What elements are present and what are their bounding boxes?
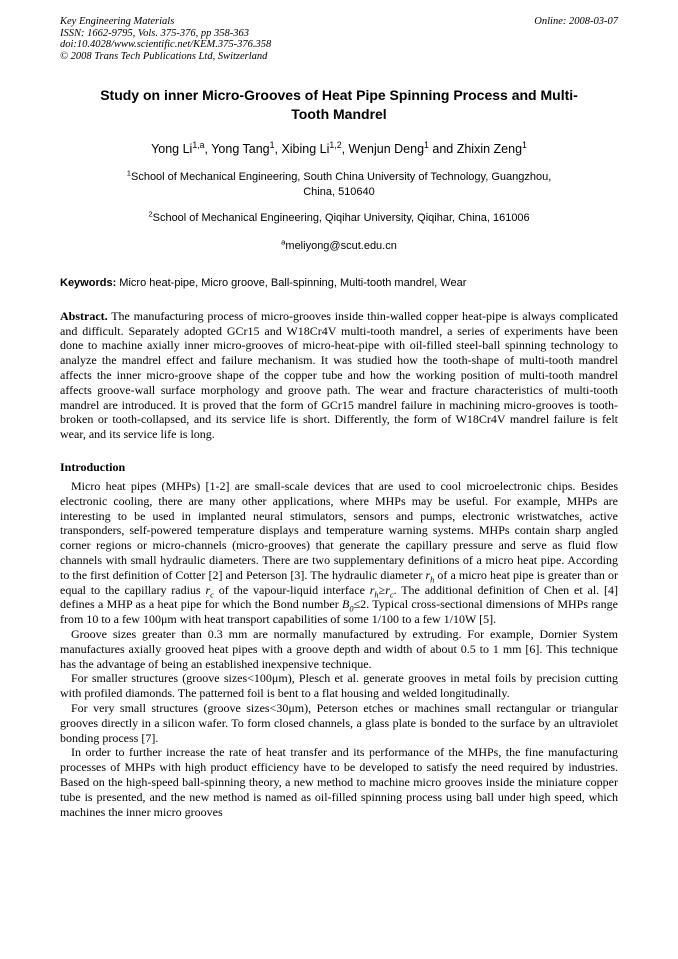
intro-paragraph-5: In order to further increase the rate of heat transfer and its performance of the MHPs, the fine manufacturing processes of MHPs with high product efficiency have to be developed to satisfy the need required by industries. Based on the high-speed ball-spinning theory, a new method to machine micro grooves inside the miniature copper tube is presented, and the new method is named as oil-filled spinning process using ball under high speed, which machines the inner micro grooves: [60, 745, 618, 819]
keywords-line: [60, 276, 618, 291]
doi-line: doi:10.4028/www.scientific.net/KEM.375-376.358: [60, 39, 272, 51]
authors-line: Yong Li$^{1,a}$, Yong Tang$^1$, Xibing Li$^{1,2}$, Wenjun Deng$^1$ and Zhixin Zeng$^1$: [151, 140, 527, 157]
affiliation-2: $^2$School of Mechanical Engineering, Qiqihar University, Qiqihar, China, 161006: [148, 209, 530, 225]
paper-title: Study on inner Micro-Grooves of Heat Pipe Spinning Process and Multi-Tooth Mandrel: [100, 87, 578, 123]
abstract-text: The manufacturing process of micro-grooves inside thin-walled copper heat-pipe is always complicated and difficult. Separately adopted GCr15 and W18Cr4V multi-tooth mandrel, a series of experiments have been done to machine axially inner micro-grooves of micro-heat-pipe with oil-filled steel-ball spinning technology to analyze the mandrel effect and failure mechanism. It was studied how the tooth-shape of multi-tooth mandrel affects the inner micro-groove shape of the copper tube and how the working position of multi-tooth mandrel affects groove-wall surface morphology and groove path. The wear and fracture characteristics of multi-tooth mandrel are introduced. It is proved that the form of GCr15 mandrel failure in machining micro-grooves is tooth-broken or tooth-collapsed, and its service life is short. Differently, the form of W18Cr4V mandrel failure is felt wear, and its service life is long.: [60, 308, 618, 442]
copyright-line: © 2008 Trans Tech Publications Ltd, Switzerland: [60, 50, 268, 62]
abstract-label: Abstract.: [60, 308, 108, 323]
publication-header: [60, 16, 618, 62]
issn-line: ISSN: 1662-9795, Vols. 375-376, pp 358-363: [60, 27, 249, 39]
section-heading-introduction: Introduction: [60, 460, 126, 475]
online-date: Online: 2008-03-07: [534, 16, 618, 27]
abstract: [60, 309, 618, 442]
publication-info: [60, 16, 271, 62]
intro-paragraph-3: For smaller structures (groove sizes<100μm), Plesch et al. generate grooves in metal foils by precision cutting with profiled diamonds. The patterned foil is bent to a flat housing and welded longitudinally.: [60, 671, 618, 701]
keywords-text: Micro heat-pipe, Micro groove, Ball-spinning, Multi-tooth mandrel, Wear: [116, 276, 467, 289]
intro-paragraph-2: Groove sizes greater than 0.3 mm are normally manufactured by extruding. For example, Dornier System manufactures axially grooved heat pipes with a groove depth and width of about 0.5 to 1 mm [6]. This technique has the advantage of being an established inexpensive technique.: [60, 627, 618, 671]
keywords-label: Keywords:: [60, 276, 117, 289]
intro-paragraph-1: Micro heat pipes (MHPs) [1-2] are small-scale devices that are used to cool microelectronic chips. Besides electronic cooling, there are many other applications, where MHPs may be useful. For example, MHPs are interesting to be used in implanted neural stimulators, sensors and pumps, electronic wristwatches, active transponders, self-powered temperature displays and temperature warning systems. MHPs contain sharp angled corner regions or micro-channels (micro-grooves) that generate the capillary pressure and serve as fluid flow channels with small hydraulic diameters. There are two supplementary definitions of a micro heat pipe. According to the first definition of Cotter [2] and Peterson [3]. The hydraulic diameter $r_h$ of a micro heat pipe is greater than or equal to the capillary radius $r_c$ of the vapour-liquid interface $r_h\ge r_c$. The additional definition of Chen et al. [4] defines a MHP as a heat pipe for which the Bond number $B_0\le 2$. Typical cross-sectional dimensions of MHPs range from 10 to a few 100μm with heat transport capabilities of some 1/100 to a few 1/10W [5].: [60, 479, 619, 627]
intro-paragraph-4: For very small structures (groove sizes<30μm), Peterson etches or machines small rectangular or triangular grooves directly in a silicon wafer. To form closed channels, a glass plate is bonded to the surface by an ultraviolet bonding process [7].: [60, 701, 618, 745]
journal-title: Key Engineering Materials: [60, 16, 175, 27]
affiliation-1: $^1$School of Mechanical Engineering, South China University of Technology, Guangzhou, China, 510640: [126, 168, 552, 198]
author-email: $^a$meliyong@scut.edu.cn: [281, 237, 397, 252]
